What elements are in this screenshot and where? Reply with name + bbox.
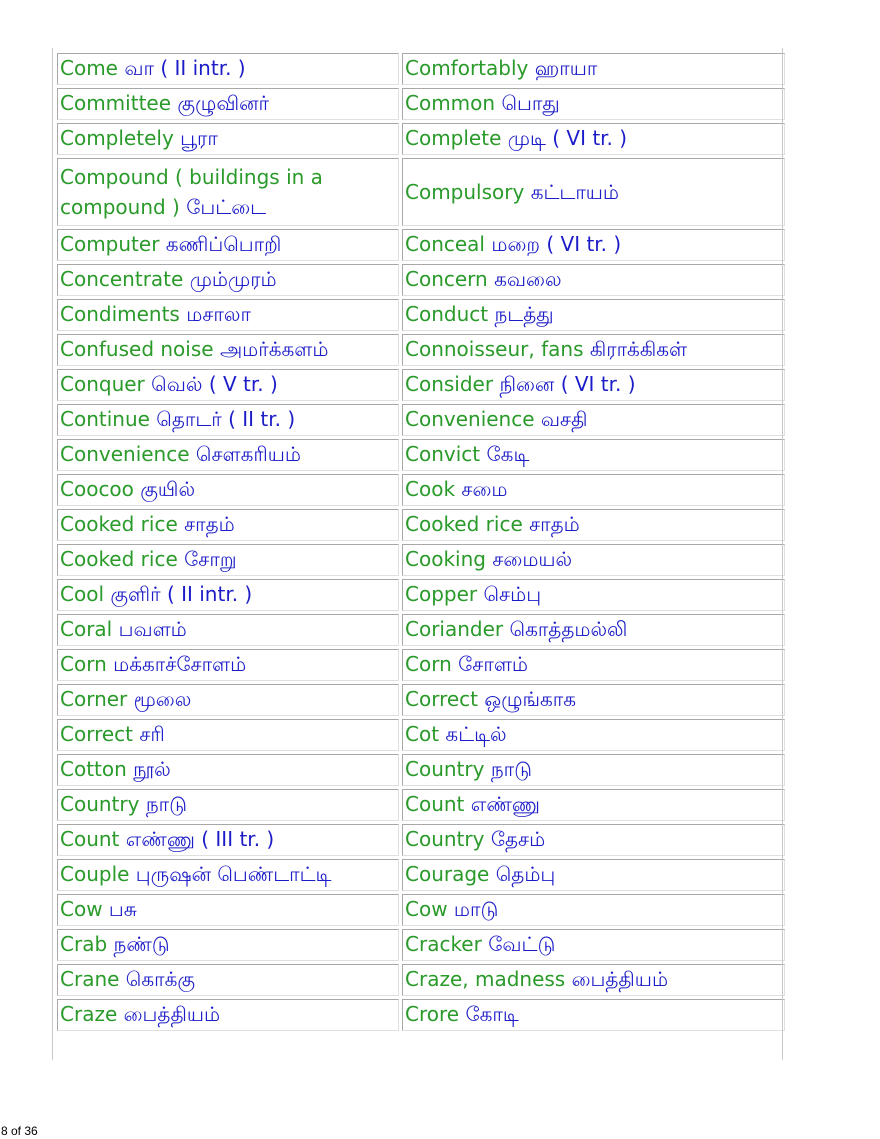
table-cell-right [402,264,785,296]
tamil-word: பொது [501,90,560,115]
tamil-word: எண்ணு [125,826,195,851]
english-word: Coriander [405,616,504,641]
glossary-table [54,50,788,1034]
english-word: Crab [60,931,108,956]
table-cell-right [402,684,785,716]
table-cell-left [57,123,399,155]
table-row [57,719,785,751]
tamil-word: குயில் [140,476,196,501]
table-cell-left [57,859,399,891]
english-word: Craze [60,1001,118,1026]
tamil-word: சாதம் [184,511,235,536]
english-word: Conduct [405,301,489,326]
table-row [57,544,785,576]
tamil-word: குழுவினர் [177,90,269,115]
table-cell-right [402,229,785,261]
table-row [57,123,785,155]
english-word: Country [405,756,485,781]
tamil-word: மறை [491,231,540,256]
grammar-note: ( II intr. ) [160,55,246,80]
table-cell-left [57,229,399,261]
tamil-word: ஒழுங்காக [484,686,577,711]
english-word: Craze, madness [405,966,566,991]
table-cell-left [57,53,399,85]
table-cell-right [402,474,785,506]
tamil-word: கவலை [494,266,562,291]
tamil-word: மும்முரம் [189,266,277,291]
grammar-note: ( II intr. ) [166,581,253,606]
table-row [57,299,785,331]
table-cell-left [57,789,399,821]
tamil-word: சமையல் [492,546,573,571]
english-word: Cot [405,721,440,746]
table-cell-left [57,334,399,366]
english-word: Copper [405,581,478,606]
grammar-note: ( VI tr. ) [560,371,636,396]
table-row [57,999,785,1031]
table-row [57,439,785,471]
tamil-word: கோடி [465,1001,519,1026]
table-cell-left [57,264,399,296]
english-word: Concentrate [60,266,184,291]
table-cell-left [57,894,399,926]
table-cell-left [57,719,399,751]
table-cell-right [402,719,785,751]
tamil-word: சரி [139,721,165,746]
english-word: Come [60,55,118,80]
table-row [57,404,785,436]
table-row [57,369,785,401]
tamil-word: பேட்டை [186,195,267,219]
table-cell-right [402,123,785,155]
table-cell-left [57,404,399,436]
table-cell-right [402,894,785,926]
english-word: Crane [60,966,120,991]
table-row [57,158,785,226]
tamil-word: கொத்தமல்லி [509,616,628,641]
english-word: Count [405,791,465,816]
tamil-word: பைத்தியம் [571,966,669,991]
table-cell-left [57,544,399,576]
english-word: Conquer [60,371,145,396]
tamil-word: சமை [461,476,508,501]
table-cell-right [402,544,785,576]
english-word: Confused noise [60,336,214,361]
table-cell-right [402,649,785,681]
table-row [57,614,785,646]
tamil-word: கட்டாயம் [530,180,620,204]
table-row [57,474,785,506]
tamil-word: செம்பு [483,581,542,606]
english-word: Cracker [405,931,482,956]
table-cell-right [402,158,785,226]
table-row [57,894,785,926]
table-row [57,859,785,891]
english-word: Courage [405,861,490,886]
tamil-word: நூல் [133,756,171,781]
tamil-word: நினை [499,371,555,396]
tamil-word: வெல் [151,371,203,396]
tamil-word: வசதி [540,406,588,431]
english-word: Condiments [60,301,180,326]
table-cell-right [402,614,785,646]
table-cell-left [57,474,399,506]
tamil-word: நாடு [490,756,532,781]
table-row [57,264,785,296]
grammar-note: ( V tr. ) [208,371,278,396]
tamil-word: கிராக்கிகள் [589,336,688,361]
english-word: Corn [405,651,452,676]
english-word: Conceal [405,231,485,256]
tamil-word: தேசம் [490,826,546,851]
glossary-table-body [57,53,785,1031]
table-row [57,754,785,786]
english-word: Convict [405,441,481,466]
table-cell-right [402,439,785,471]
table-cell-right [402,754,785,786]
english-word: Cooked rice [405,511,523,536]
english-word: Coocoo [60,476,134,501]
table-cell-right [402,53,785,85]
english-word: Connoisseur, fans [405,336,584,361]
english-word: Correct [60,721,133,746]
tamil-word: வேட்டு [488,931,556,956]
tamil-word: கொக்கு [125,966,196,991]
table-cell-left [57,684,399,716]
english-word: Correct [405,686,478,711]
english-word: Completely [60,125,174,150]
english-word: Compound ( buildings in a compound ) [60,165,323,219]
tamil-word: பைத்தியம் [123,1001,221,1026]
grammar-note: ( VI tr. ) [546,231,622,256]
tamil-word: பவளம் [118,616,187,641]
tamil-word: மசாலா [186,301,251,326]
table-cell-right [402,509,785,541]
english-word: Continue [60,406,150,431]
table-cell-left [57,579,399,611]
tamil-word: குளிர் [110,581,161,606]
english-word: Cooked rice [60,511,178,536]
tamil-word: பூரா [180,125,218,150]
table-cell-right [402,369,785,401]
table-row [57,684,785,716]
tamil-word: தொடர் [156,406,222,431]
english-word: Committee [60,90,172,115]
table-cell-left [57,649,399,681]
table-row [57,964,785,996]
table-cell-left [57,964,399,996]
tamil-word: ஹாயா [534,55,598,80]
tamil-word: பசு [108,896,137,921]
english-word: Crore [405,1001,460,1026]
tamil-word: நடத்து [494,301,554,326]
table-cell-right [402,88,785,120]
tamil-word: எண்ணு [470,791,540,816]
table-cell-left [57,299,399,331]
table-row [57,229,785,261]
english-word: Convenience [405,406,535,431]
table-cell-left [57,509,399,541]
table-row [57,88,785,120]
table-cell-right [402,929,785,961]
tamil-word: முடி [507,125,546,150]
tamil-word: தெம்பு [495,861,556,886]
tamil-word: நாடு [145,791,187,816]
table-cell-left [57,754,399,786]
english-word: Cooked rice [60,546,178,571]
english-word: Convenience [60,441,190,466]
tamil-word: கட்டில் [445,721,507,746]
grammar-note: ( VI tr. ) [552,125,628,150]
table-cell-right [402,334,785,366]
table-row [57,789,785,821]
tamil-word: சோறு [184,546,237,571]
table-cell-left [57,88,399,120]
table-cell-left [57,929,399,961]
table-row [57,649,785,681]
page-number: 8 of 36 [1,1124,38,1138]
table-cell-right [402,964,785,996]
english-word: Computer [60,231,160,256]
english-word: Compulsory [405,180,525,204]
grammar-note: ( III tr. ) [201,826,275,851]
english-word: Concern [405,266,488,291]
english-word: Consider [405,371,494,396]
table-row [57,929,785,961]
table-cell-left [57,158,399,226]
table-row [57,53,785,85]
table-cell-right [402,999,785,1031]
tamil-word: வா [124,55,154,80]
english-word: Corn [60,651,107,676]
english-word: Comfortably [405,55,529,80]
english-word: Cool [60,581,104,606]
table-cell-right [402,579,785,611]
table-cell-right [402,859,785,891]
english-word: Coral [60,616,113,641]
english-word: Cotton [60,756,127,781]
table-cell-left [57,439,399,471]
tamil-word: மாடு [453,896,499,921]
table-cell-right [402,299,785,331]
table-row [57,334,785,366]
english-word: Common [405,90,496,115]
table-cell-left [57,614,399,646]
tamil-word: மூலை [133,686,192,711]
table-cell-left [57,999,399,1031]
table-row [57,509,785,541]
table-cell-right [402,824,785,856]
tamil-word: சாதம் [529,511,580,536]
english-word: Couple [60,861,130,886]
tamil-word: சௌகரியம் [195,441,302,466]
table-cell-left [57,824,399,856]
tamil-word: சோளம் [458,651,528,676]
english-word: Complete [405,125,502,150]
english-word: Cow [60,896,103,921]
table-row [57,824,785,856]
english-word: Corner [60,686,128,711]
english-word: Cow [405,896,448,921]
english-word: Country [405,826,485,851]
english-word: Country [60,791,140,816]
tamil-word: அமர்க்களம் [219,336,329,361]
tamil-word: கணிப்பொறி [165,231,282,256]
english-word: Count [60,826,120,851]
glossary-table-frame [52,48,783,1060]
table-cell-left [57,369,399,401]
tamil-word: புருஷன் பெண்டாட்டி [135,861,332,886]
tamil-word: கேடி [486,441,530,466]
english-word: Cooking [405,546,486,571]
table-cell-right [402,404,785,436]
grammar-note: ( II tr. ) [228,406,296,431]
tamil-word: நண்டு [113,931,170,956]
table-row [57,579,785,611]
tamil-word: மக்காச்சோளம் [113,651,247,676]
table-cell-right [402,789,785,821]
english-word: Cook [405,476,456,501]
